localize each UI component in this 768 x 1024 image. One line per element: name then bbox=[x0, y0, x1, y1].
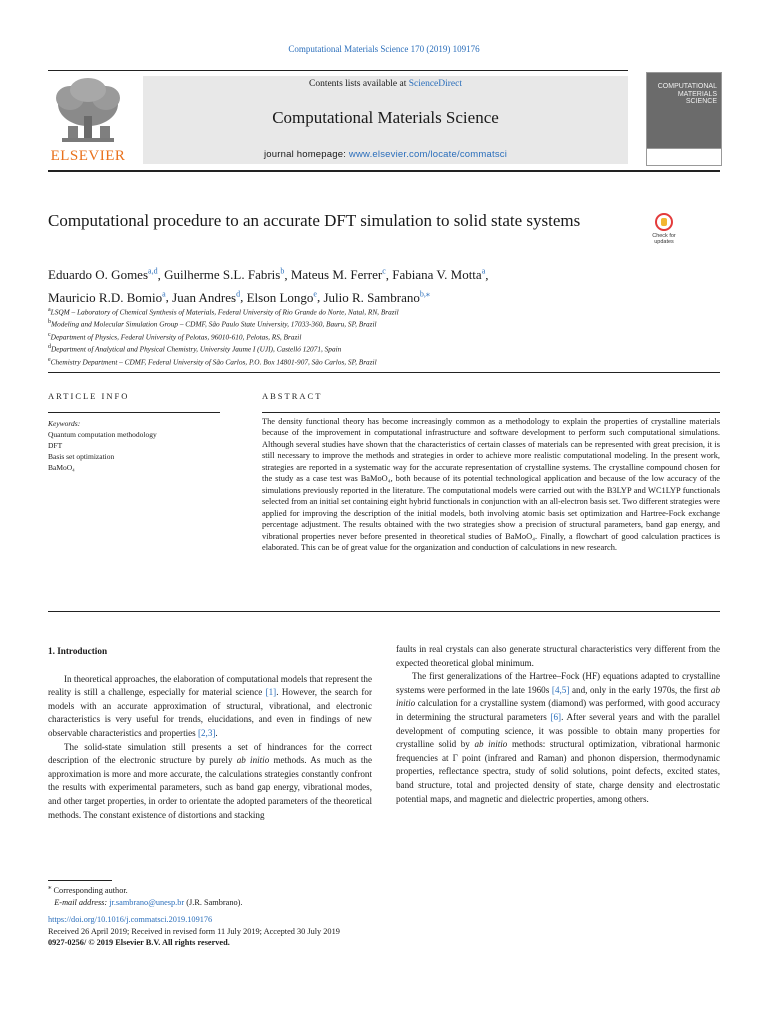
email-link[interactable]: jr.sambrano@unesp.br bbox=[109, 897, 185, 907]
check-updates-line: Check for bbox=[652, 233, 676, 239]
article-info-heading: ARTICLE INFO bbox=[48, 391, 130, 401]
text-run: calculation for a crystalline system (diamond) was performed, with good accuracy in determining the structural parameters bbox=[396, 698, 720, 722]
homepage-link[interactable]: www.elsevier.com/locate/commatsci bbox=[348, 149, 508, 160]
elsevier-wordmark: ELSEVIER bbox=[50, 148, 126, 164]
italic-text: ab initio bbox=[474, 739, 508, 750]
text-run: The solid-state simulation still presents a set of hindrances for the correct description of the electronic structure by purely bbox=[48, 741, 372, 766]
citation-link[interactable]: [4,5] bbox=[551, 684, 570, 695]
italic-text: ab initio bbox=[236, 755, 270, 766]
italic-text: ab initio bbox=[396, 684, 720, 709]
copyright: 0927-0256/ © 2019 Elsevier B.V. All rights reserved. bbox=[48, 938, 230, 947]
journal-cover-thumbnail[interactable] bbox=[646, 72, 722, 166]
affiliation: $^a$LSQM – Laboratory of Chemical Synthesis of Materials, Federal University of Rio Grande do Norte, Natal, RN, Brazil bbox=[48, 307, 399, 317]
body-paragraph bbox=[48, 741, 372, 823]
text-run: and, only in the early 1970s, the first bbox=[569, 684, 711, 695]
cover-line: SCIENCE bbox=[685, 98, 717, 105]
header-bottom-rule bbox=[48, 170, 720, 172]
right-paragraphs bbox=[396, 643, 720, 806]
citation-link[interactable]: [6] bbox=[550, 711, 562, 722]
journal-banner bbox=[143, 76, 628, 164]
text-run: . bbox=[215, 727, 218, 738]
keyword: DFT bbox=[48, 441, 63, 450]
affiliation: $^d$Department of Analytical and Physical Chemistry, University Jaume I (UJI), Castelló 12071, Spain bbox=[48, 344, 342, 354]
article-title: Computational procedure to an accurate DFT simulation to solid state systems bbox=[48, 211, 581, 230]
author[interactable]: Julio R. Sambrano$^{b,⁎}$ bbox=[323, 289, 430, 305]
corresponding-footnote bbox=[48, 882, 448, 909]
cover-title bbox=[651, 83, 717, 106]
keyword: Basis set optimization bbox=[48, 452, 115, 461]
sciencedirect-link[interactable]: ScienceDirect bbox=[408, 79, 462, 89]
journal-title: Computational Materials Science bbox=[272, 108, 499, 127]
body-paragraph bbox=[48, 673, 372, 741]
check-updates-label bbox=[646, 233, 682, 245]
body-column-left bbox=[48, 645, 372, 822]
footnote-rule bbox=[48, 880, 112, 881]
keywords-label: Keywords: bbox=[48, 419, 81, 428]
header-top-rule bbox=[48, 70, 628, 71]
abstract-heading: ABSTRACT bbox=[262, 391, 323, 401]
elsevier-tree-icon bbox=[48, 76, 128, 148]
text-run: faults in real crystals can also generate structural characteristics very different from the expected theoretical global minimum. bbox=[396, 644, 720, 668]
keywords-block bbox=[48, 418, 248, 473]
journal-reference[interactable]: Computational Materials Science 170 (2019) 109176 bbox=[288, 44, 480, 54]
homepage-prefix: journal homepage: bbox=[263, 149, 349, 160]
contents-prefix: Contents lists available at bbox=[308, 79, 409, 89]
author[interactable]: Juan Andres$^d$ bbox=[172, 289, 241, 305]
contents-line bbox=[143, 79, 628, 89]
body-paragraph bbox=[396, 643, 720, 670]
abstract-rule bbox=[262, 412, 720, 413]
author[interactable]: Guilherme S.L. Fabris$^b$ bbox=[164, 267, 285, 283]
keyword: Quantum computation methodology bbox=[48, 430, 157, 439]
section-heading: 1. Introduction bbox=[48, 646, 108, 656]
author[interactable]: Mateus M. Ferrer$^c$ bbox=[290, 267, 386, 283]
author[interactable]: Eduardo O. Gomes$^{a,d}$ bbox=[48, 267, 158, 283]
cover-line: MATERIALS bbox=[677, 90, 717, 98]
cover-strip bbox=[647, 148, 721, 165]
text-run: In theoretical approaches, the elaboration of computational models that represent the reality is still a challenge, especially for material science bbox=[48, 673, 372, 698]
abstract-text: The density functional theory has become increasingly common as a methodology to explain the properties of crystalline materials because of the improvement in computational infrastructure and software development to perform such computational simulations. Although several studies have shown that the characteristics of certain classes of materials can be represented with great precision, it is still necessary to improve the methods and strategies in order to achieve more realistic computational modeling. In the present work, strategies are reported in a systematic way for the accurate representation of crystalline systems. The crystalline compound chosen for the study as a case test was BaMoO₄, both because of its potential technological application and because of the low accuracy of the simulations previously reported in the literature. The computational models were carried out with the B3LYP and WC1LYP functionals selected from an initial set containing eight hybrid functionals in conjunction with an all-electron basis set. Two different strategies were applied for improving the description of the initial models, both involving atomic basis set optimization and Hartree-Fock exchange percentage adjustment. The results obtained with the two strategies show a precision of structural parameters, band gap energy, and vibrational properties never before presented in theoretical studies of BaMoO₄. Finally, a flowchart of good calculation practices is elaborated. This can be of great value for the organization and conduction of calculations in new research. bbox=[262, 417, 720, 552]
text-run: . However, the search for models with an accurate approximation of structural, vibrational, and electronic characteristics is very useful for trends, elucidations, and even in findings of new observable characteristics and properties bbox=[48, 687, 373, 738]
corresponding-author-note: ⁎ Corresponding author. bbox=[48, 884, 128, 895]
text-run: . After several years and with the parallel development of computing science, it was possible to obtain many properties for crystalline solid by bbox=[396, 711, 720, 750]
article-info-rule bbox=[48, 412, 220, 413]
body-column-right bbox=[396, 643, 720, 806]
keyword: BaMoO₄ bbox=[48, 463, 75, 472]
article-info-top-rule bbox=[48, 372, 720, 373]
check-for-updates-badge[interactable] bbox=[646, 213, 682, 251]
cover-line: COMPUTATIONAL bbox=[657, 83, 717, 90]
left-paragraphs bbox=[48, 673, 372, 823]
author[interactable]: Fabiana V. Motta$^a$ bbox=[392, 267, 486, 283]
affiliation: $^b$Modeling and Molecular Simulation Group – CDMF, São Paulo State University, 17033-360, Bauru, SP, Brazil bbox=[48, 319, 377, 329]
publication-info bbox=[48, 914, 548, 949]
text-run: methods: structural optimization, vibrational harmonic frequencies at Γ point (infrared and Raman) and phonon dispersion, thermodynamic properties, reflectance spectra, study of solid solutions, point defects, excited states, band structure, total and projected density of state, charge density and electrostatic potential maps, and magnetic and dielectric properties, among others. bbox=[396, 739, 720, 804]
check-updates-line: updates bbox=[654, 239, 674, 245]
journal-homepage bbox=[143, 149, 628, 160]
abstract-bottom-rule bbox=[48, 611, 720, 612]
citation-link[interactable]: [2,3] bbox=[197, 727, 216, 738]
body-paragraph bbox=[396, 670, 720, 806]
author[interactable]: Mauricio R.D. Bomio$^a$ bbox=[48, 289, 166, 305]
citation-link[interactable]: [1] bbox=[265, 687, 277, 698]
doi-link[interactable]: https://doi.org/10.1016/j.commatsci.2019.109176 bbox=[48, 915, 213, 924]
check-updates-icon bbox=[655, 213, 673, 231]
affiliation: $^c$Department of Physics, Federal University of Pelotas, 96010-610, Pelotas, RS, Brazil bbox=[48, 331, 302, 342]
email-note: E-mail address: jr.sambrano@unesp.br (J.R. Sambrano). bbox=[54, 897, 243, 907]
received-dates: Received 26 April 2019; Received in revised form 11 July 2019; Accepted 30 July 2019 bbox=[48, 926, 340, 936]
affiliation: $^e$Chemistry Department – CDMF, Federal University of São Carlos, P.O. Box 14801-907, São Carlos, SP, Brazil bbox=[48, 356, 377, 367]
author-list: Eduardo O. Gomes$^{a,d}$, Guilherme S.L. Fabris$^b$, Mateus M. Ferrer$^c$, Fabiana V. Motta$^a$, Mauricio R.D. Bomio$^a$, Juan Andres$^d$, Elson Longo$^e$, Julio R. Sambrano$^{b,⁎}$ bbox=[48, 267, 489, 305]
text-run: methods. As much as the approximation is more and more accurate, the calculations strategies constantly confront the results with experimental parameters, such as band gap energy, vibrational modes, and other target properties, in order to orientate the adopted parameters of the theoretical methods. The constant existence of distortions and stacking bbox=[48, 755, 372, 820]
elsevier-logo bbox=[48, 76, 128, 164]
text-run: The first generalizations of the Hartree–Fock (HF) equations adapted to crystalline systems were performed in the late 1960s bbox=[396, 671, 720, 695]
affiliations bbox=[48, 305, 668, 367]
author[interactable]: Elson Longo$^e$ bbox=[246, 289, 317, 305]
